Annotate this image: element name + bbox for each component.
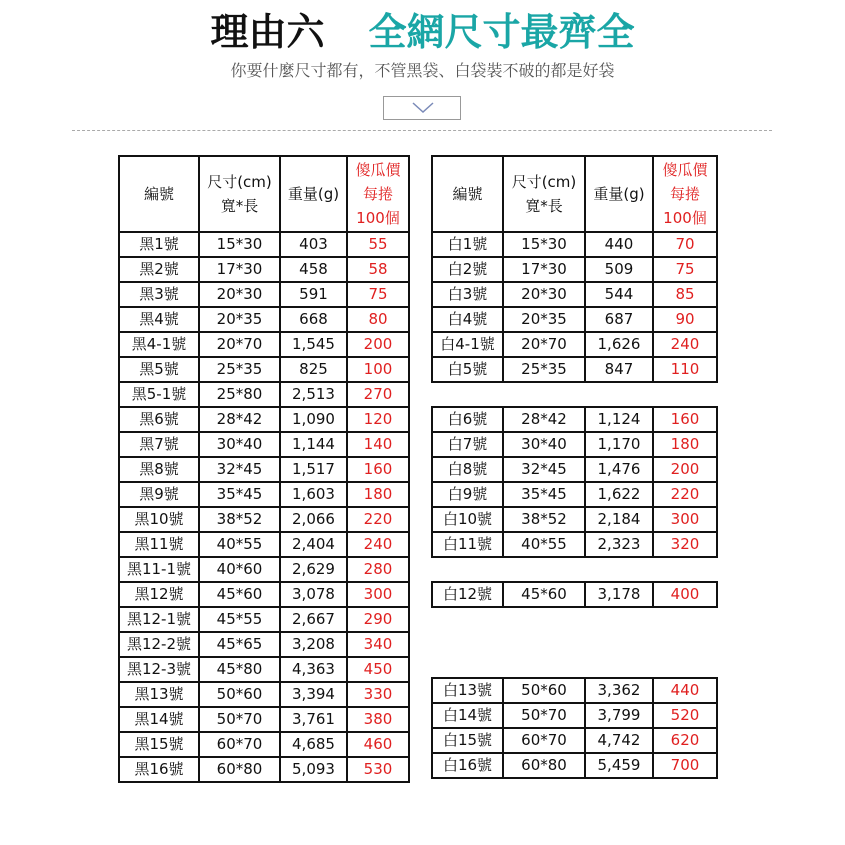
cell-weight: 1,476 <box>585 457 653 482</box>
table-gap-row <box>432 382 717 407</box>
cell-weight: 668 <box>280 307 347 332</box>
cell-weight: 1,517 <box>280 457 347 482</box>
table-row <box>432 307 717 332</box>
cell-weight: 2,667 <box>280 607 347 632</box>
table-header-row <box>432 156 717 232</box>
cell-id: 黑4號 <box>119 307 199 332</box>
cell-size: 50*60 <box>199 682 280 707</box>
cell-size: 35*45 <box>503 482 585 507</box>
cell-price: 160 <box>653 407 717 432</box>
cell-id: 白8號 <box>432 457 503 482</box>
cell-price: 220 <box>653 482 717 507</box>
cell-size: 40*55 <box>199 532 280 557</box>
cell-price: 440 <box>653 678 717 703</box>
cell-id: 白9號 <box>432 482 503 507</box>
cell-weight: 458 <box>280 257 347 282</box>
table-row <box>432 257 717 282</box>
gap-cell <box>432 382 717 407</box>
cell-size: 20*35 <box>503 307 585 332</box>
cell-price: 380 <box>347 707 409 732</box>
table-row <box>432 432 717 457</box>
page-title <box>0 8 845 56</box>
cell-price: 450 <box>347 657 409 682</box>
cell-weight: 4,742 <box>585 728 653 753</box>
header-price-line2: 每捲 <box>669 185 700 203</box>
cell-price: 280 <box>347 557 409 582</box>
cell-size: 15*30 <box>199 232 280 257</box>
cell-size: 60*70 <box>199 732 280 757</box>
cell-weight: 1,545 <box>280 332 347 357</box>
cell-id: 黑12-1號 <box>119 607 199 632</box>
cell-weight: 3,078 <box>280 582 347 607</box>
table-gap-row <box>432 631 717 654</box>
cell-price: 620 <box>653 728 717 753</box>
cell-id: 黑6號 <box>119 407 199 432</box>
table-row <box>119 757 409 782</box>
header-size-line2: 寬*長 <box>220 197 259 215</box>
cell-id: 白13號 <box>432 678 503 703</box>
table-row <box>432 232 717 257</box>
cell-price: 180 <box>653 432 717 457</box>
cell-id: 白15號 <box>432 728 503 753</box>
table-row <box>119 482 409 507</box>
cell-id: 白6號 <box>432 407 503 432</box>
table-row <box>119 582 409 607</box>
gap-cell <box>432 607 717 631</box>
cell-id: 白3號 <box>432 282 503 307</box>
table-row <box>119 382 409 407</box>
cell-price: 240 <box>653 332 717 357</box>
cell-id: 白7號 <box>432 432 503 457</box>
header-weight: 重量(g) <box>585 156 653 232</box>
cell-size: 15*30 <box>503 232 585 257</box>
cell-price: 80 <box>347 307 409 332</box>
header-size <box>503 156 585 232</box>
cell-weight: 5,093 <box>280 757 347 782</box>
header-id: 編號 <box>432 156 503 232</box>
header-price <box>347 156 409 232</box>
cell-price: 400 <box>653 582 717 607</box>
cell-size: 20*35 <box>199 307 280 332</box>
table-row <box>432 753 717 778</box>
cell-price: 520 <box>653 703 717 728</box>
cell-id: 白5號 <box>432 357 503 382</box>
cell-id: 黑10號 <box>119 507 199 532</box>
header-weight: 重量(g) <box>280 156 347 232</box>
cell-size: 30*40 <box>503 432 585 457</box>
table-row <box>119 707 409 732</box>
cell-id: 白1號 <box>432 232 503 257</box>
cell-weight: 1,124 <box>585 407 653 432</box>
header-price-line3: 100個 <box>356 209 400 227</box>
table-row <box>432 582 717 607</box>
cell-price: 290 <box>347 607 409 632</box>
cell-price: 700 <box>653 753 717 778</box>
cell-price: 140 <box>347 432 409 457</box>
cell-weight: 3,178 <box>585 582 653 607</box>
cell-id: 白11號 <box>432 532 503 557</box>
cell-size: 28*42 <box>199 407 280 432</box>
black-bag-table <box>118 155 410 783</box>
cell-price: 110 <box>653 357 717 382</box>
table-row <box>119 532 409 557</box>
cell-weight: 3,799 <box>585 703 653 728</box>
cell-id: 白4-1號 <box>432 332 503 357</box>
cell-id: 黑16號 <box>119 757 199 782</box>
gap-cell <box>432 654 717 678</box>
header-size-line1: 尺寸(cm) <box>207 173 272 191</box>
cell-size: 25*35 <box>503 357 585 382</box>
cell-price: 200 <box>347 332 409 357</box>
cell-weight: 2,066 <box>280 507 347 532</box>
table-row <box>119 307 409 332</box>
table-row <box>432 282 717 307</box>
cell-price: 85 <box>653 282 717 307</box>
cell-id: 白14號 <box>432 703 503 728</box>
cell-id: 黑7號 <box>119 432 199 457</box>
table-row <box>432 728 717 753</box>
cell-price: 75 <box>653 257 717 282</box>
cell-weight: 5,459 <box>585 753 653 778</box>
table-row <box>432 532 717 557</box>
cell-id: 白10號 <box>432 507 503 532</box>
cell-weight: 1,090 <box>280 407 347 432</box>
table-row <box>119 432 409 457</box>
cell-price: 160 <box>347 457 409 482</box>
header-price <box>653 156 717 232</box>
cell-price: 340 <box>347 632 409 657</box>
table-row <box>432 457 717 482</box>
cell-id: 黑2號 <box>119 257 199 282</box>
cell-price: 460 <box>347 732 409 757</box>
cell-price: 180 <box>347 482 409 507</box>
cell-weight: 687 <box>585 307 653 332</box>
cell-id: 黑4-1號 <box>119 332 199 357</box>
cell-price: 220 <box>347 507 409 532</box>
cell-size: 20*30 <box>199 282 280 307</box>
cell-price: 300 <box>653 507 717 532</box>
cell-price: 120 <box>347 407 409 432</box>
table-row <box>432 703 717 728</box>
cell-id: 黑12-2號 <box>119 632 199 657</box>
cell-price: 70 <box>653 232 717 257</box>
cell-size: 17*30 <box>199 257 280 282</box>
cell-weight: 3,362 <box>585 678 653 703</box>
cell-weight: 1,626 <box>585 332 653 357</box>
table-row <box>119 657 409 682</box>
cell-id: 黑11-1號 <box>119 557 199 582</box>
gap-cell <box>432 631 717 654</box>
cell-id: 黑14號 <box>119 707 199 732</box>
white-bag-table <box>431 155 718 779</box>
cell-id: 黑1號 <box>119 232 199 257</box>
table-row <box>119 507 409 532</box>
table-row <box>119 282 409 307</box>
divider <box>72 130 772 131</box>
cell-id: 黑13號 <box>119 682 199 707</box>
cell-weight: 1,170 <box>585 432 653 457</box>
table-gap-row <box>432 557 717 582</box>
table-row <box>432 357 717 382</box>
cell-weight: 509 <box>585 257 653 282</box>
cell-weight: 847 <box>585 357 653 382</box>
header-id: 編號 <box>119 156 199 232</box>
cell-size: 50*70 <box>199 707 280 732</box>
cell-size: 17*30 <box>503 257 585 282</box>
expand-button[interactable] <box>383 96 461 120</box>
cell-weight: 1,622 <box>585 482 653 507</box>
cell-weight: 403 <box>280 232 347 257</box>
table-row <box>432 482 717 507</box>
header-size-line2: 寬*長 <box>525 197 563 215</box>
table-gap-row <box>432 654 717 678</box>
cell-size: 60*70 <box>503 728 585 753</box>
header-price-line2: 每捲 <box>362 185 393 203</box>
cell-size: 38*52 <box>199 507 280 532</box>
header-size <box>199 156 280 232</box>
table-gap-row <box>432 607 717 631</box>
cell-size: 32*45 <box>199 457 280 482</box>
cell-id: 黑5號 <box>119 357 199 382</box>
table-row <box>119 607 409 632</box>
table-row <box>119 457 409 482</box>
table-row <box>119 732 409 757</box>
cell-price: 300 <box>347 582 409 607</box>
cell-weight: 2,629 <box>280 557 347 582</box>
cell-price: 270 <box>347 382 409 407</box>
cell-size: 50*70 <box>503 703 585 728</box>
cell-size: 30*40 <box>199 432 280 457</box>
table-row <box>119 407 409 432</box>
table-row <box>119 557 409 582</box>
cell-size: 40*60 <box>199 557 280 582</box>
cell-weight: 2,513 <box>280 382 347 407</box>
cell-size: 60*80 <box>199 757 280 782</box>
cell-price: 530 <box>347 757 409 782</box>
table-row <box>432 507 717 532</box>
cell-weight: 2,404 <box>280 532 347 557</box>
table-row <box>119 632 409 657</box>
cell-size: 28*42 <box>503 407 585 432</box>
cell-id: 黑12-3號 <box>119 657 199 682</box>
cell-id: 白4號 <box>432 307 503 332</box>
cell-weight: 3,761 <box>280 707 347 732</box>
cell-id: 白12號 <box>432 582 503 607</box>
cell-id: 黑8號 <box>119 457 199 482</box>
cell-price: 58 <box>347 257 409 282</box>
cell-weight: 4,363 <box>280 657 347 682</box>
cell-weight: 1,603 <box>280 482 347 507</box>
table-row <box>119 232 409 257</box>
table-row <box>432 407 717 432</box>
cell-weight: 3,394 <box>280 682 347 707</box>
cell-price: 100 <box>347 357 409 382</box>
subtitle: 你要什麼尺寸都有，不管黑袋、白袋裝不破的都是好袋 <box>230 61 615 80</box>
cell-size: 40*55 <box>503 532 585 557</box>
cell-size: 25*35 <box>199 357 280 382</box>
cell-id: 黑3號 <box>119 282 199 307</box>
cell-price: 90 <box>653 307 717 332</box>
cell-weight: 591 <box>280 282 347 307</box>
cell-id: 黑15號 <box>119 732 199 757</box>
cell-size: 45*65 <box>199 632 280 657</box>
cell-size: 35*45 <box>199 482 280 507</box>
cell-size: 45*80 <box>199 657 280 682</box>
cell-size: 20*70 <box>199 332 280 357</box>
cell-size: 38*52 <box>503 507 585 532</box>
cell-size: 45*60 <box>503 582 585 607</box>
cell-weight: 825 <box>280 357 347 382</box>
table-row <box>119 357 409 382</box>
cell-price: 75 <box>347 282 409 307</box>
cell-size: 60*80 <box>503 753 585 778</box>
cell-id: 黑9號 <box>119 482 199 507</box>
cell-price: 55 <box>347 232 409 257</box>
cell-size: 45*60 <box>199 582 280 607</box>
cell-id: 白2號 <box>432 257 503 282</box>
table-row <box>432 678 717 703</box>
title-left: 理由六 <box>210 10 325 54</box>
table-row <box>119 257 409 282</box>
cell-weight: 544 <box>585 282 653 307</box>
cell-weight: 2,323 <box>585 532 653 557</box>
title-right: 全網尺寸最齊全 <box>368 10 635 54</box>
table-row <box>119 332 409 357</box>
cell-price: 240 <box>347 532 409 557</box>
cell-price: 320 <box>653 532 717 557</box>
cell-id: 白16號 <box>432 753 503 778</box>
cell-weight: 440 <box>585 232 653 257</box>
cell-size: 45*55 <box>199 607 280 632</box>
header-price-line1: 傻瓜價 <box>662 161 708 179</box>
chevron-down-icon <box>412 102 434 114</box>
gap-cell <box>432 557 717 582</box>
table-header-row <box>119 156 409 232</box>
table-row <box>119 682 409 707</box>
cell-weight: 1,144 <box>280 432 347 457</box>
cell-price: 200 <box>653 457 717 482</box>
cell-size: 32*45 <box>503 457 585 482</box>
cell-size: 50*60 <box>503 678 585 703</box>
cell-price: 330 <box>347 682 409 707</box>
cell-weight: 2,184 <box>585 507 653 532</box>
cell-id: 黑11號 <box>119 532 199 557</box>
cell-size: 20*70 <box>503 332 585 357</box>
header-size-line1: 尺寸(cm) <box>511 173 577 191</box>
cell-weight: 4,685 <box>280 732 347 757</box>
header-price-line1: 傻瓜價 <box>355 161 401 179</box>
cell-size: 20*30 <box>503 282 585 307</box>
cell-id: 黑5-1號 <box>119 382 199 407</box>
cell-weight: 3,208 <box>280 632 347 657</box>
header-price-line3: 100個 <box>663 209 707 227</box>
table-row <box>432 332 717 357</box>
cell-size: 25*80 <box>199 382 280 407</box>
cell-id: 黑12號 <box>119 582 199 607</box>
